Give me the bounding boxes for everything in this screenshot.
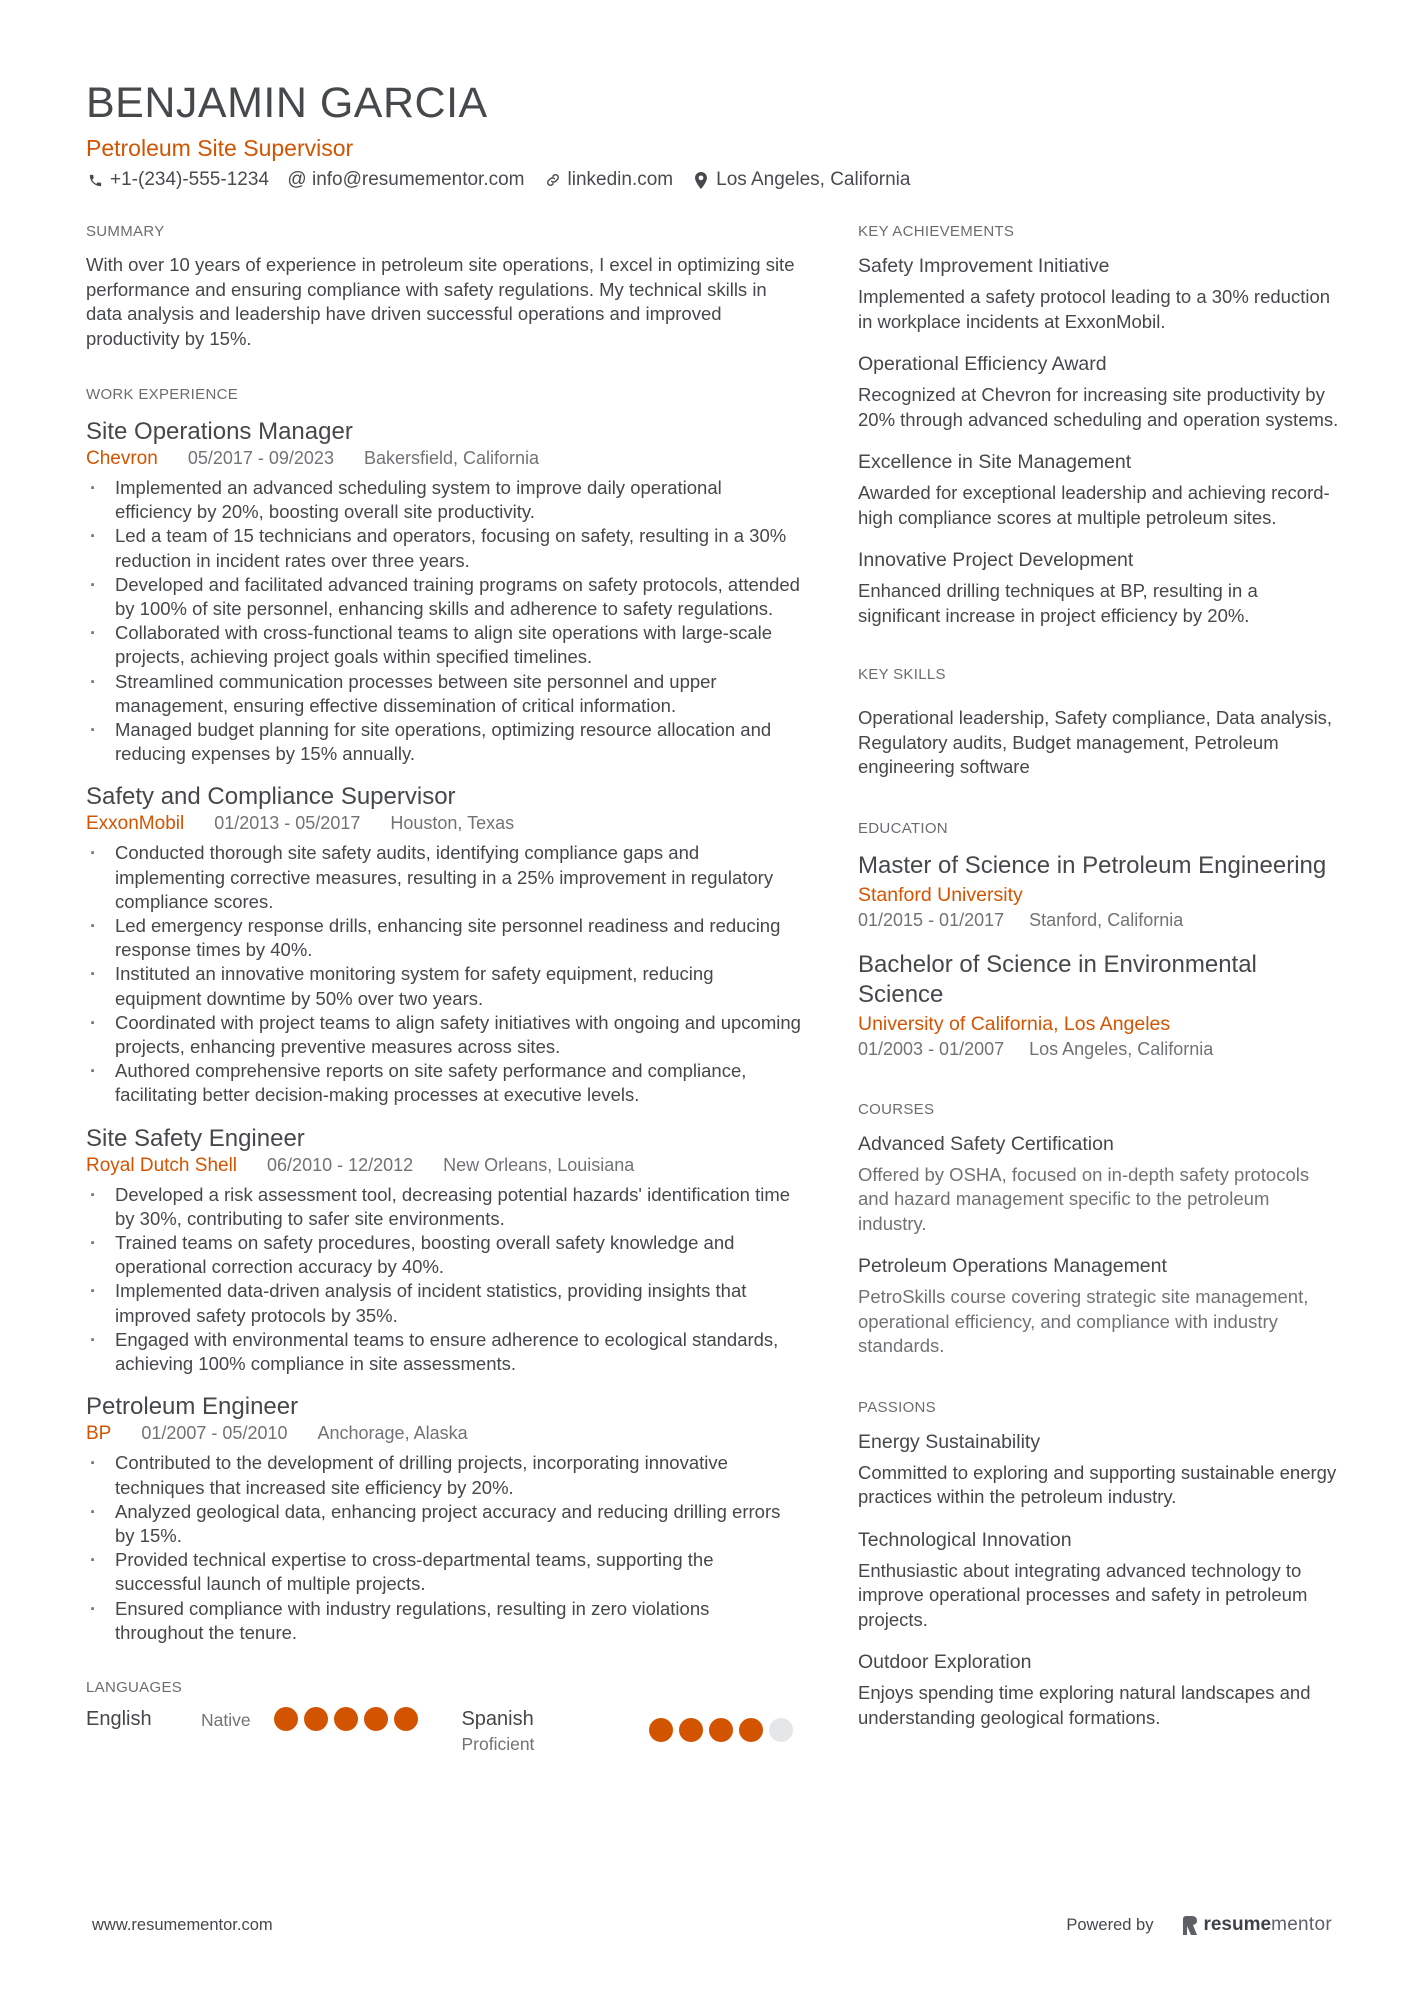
bullet-item: · Managed budget planning for site operations, optimizing resource allocation and reducing expenses by 15% annually. xyxy=(86,718,801,766)
section-heading: SUMMARY xyxy=(86,223,165,240)
candidate-name: BENJAMIN GARCIA xyxy=(86,79,488,127)
job-entry xyxy=(86,1392,801,1645)
contact-linkedin[interactable] xyxy=(544,167,674,193)
passion-title: Technological Innovation xyxy=(858,1528,1072,1551)
website-link[interactable]: www.resumementor.com xyxy=(92,1915,273,1934)
rating-dot-filled xyxy=(679,1718,703,1742)
course-item xyxy=(858,1254,1340,1359)
bullet-item: · Engaged with environmental teams to ensure adherence to ecological standards, achieving 100% compliance in site assessments. xyxy=(86,1328,801,1376)
passion-desc: Enjoys spending time exploring natural landscapes and understanding geological formations. xyxy=(858,1682,1311,1728)
bullet-item: · Trained teams on safety procedures, boosting overall safety knowledge and operational correction accuracy by 40%. xyxy=(86,1231,801,1279)
rating-dot-filled xyxy=(709,1718,733,1742)
location-pin-icon xyxy=(692,171,710,189)
company-name: Chevron xyxy=(86,448,158,469)
at-icon: @ xyxy=(287,169,307,190)
job-dates: 05/2017 - 09/2023 xyxy=(187,448,334,468)
school-name: Stanford University xyxy=(858,883,1023,906)
rating-dot-empty xyxy=(769,1718,793,1742)
education-location: Stanford, California xyxy=(1029,909,1184,930)
bullet-item: · Contributed to the development of drilling projects, incorporating innovative techniques that increased site efficiency by 20%. xyxy=(86,1451,801,1499)
job-list xyxy=(86,417,801,1645)
achievement-title: Operational Efficiency Award xyxy=(858,353,1107,375)
job-location: Bakersfield, California xyxy=(363,448,540,468)
bullet-item: · Instituted an innovative monitoring system for safety equipment, reducing equipment downtime by 50% over two years. xyxy=(86,962,801,1010)
rating-dot-filled xyxy=(649,1718,673,1742)
passions-section xyxy=(858,1398,1340,1731)
company-name: BP xyxy=(86,1423,112,1445)
summary-text: With over 10 years of experience in petroleum site operations, I excel in optimizing site performance and ensuring compliance with safety regulations. My technical skills in data analysis and leadership have driven successful operations and improved productivity by 15%. xyxy=(86,254,795,349)
achievement-desc: Awarded for exceptional leadership and achieving record-high compliance scores at multiple petroleum sites. xyxy=(858,482,1330,528)
achievement-title: Safety Improvement Initiative xyxy=(858,255,1110,277)
course-title: Advanced Safety Certification xyxy=(858,1132,1114,1155)
language-item xyxy=(86,1706,461,1732)
school-name: University of California, Los Angeles xyxy=(858,1012,1171,1035)
course-desc: Offered by OSHA, focused on in-depth safety protocols and hazard management specific to the petroleum industry. xyxy=(858,1163,1310,1234)
courses-section xyxy=(858,1100,1340,1359)
education-list xyxy=(858,851,1340,1061)
rating-dot-filled xyxy=(304,1707,328,1731)
section-heading: COURSES xyxy=(858,1100,935,1118)
work-experience-section xyxy=(86,385,801,1645)
link-icon xyxy=(544,171,562,189)
contact-bar xyxy=(86,167,1340,193)
section-heading: KEY SKILLS xyxy=(858,666,946,683)
resume-page xyxy=(86,78,1340,1754)
job-meta xyxy=(86,811,801,836)
section-heading: KEY ACHIEVEMENTS xyxy=(858,223,1015,240)
passion-title: Energy Sustainability xyxy=(858,1430,1041,1453)
job-dates: 01/2013 - 05/2017 xyxy=(214,813,361,834)
job-meta xyxy=(86,446,801,471)
language-name: English xyxy=(86,1707,152,1730)
footer xyxy=(92,1914,1332,1936)
course-list xyxy=(858,1132,1340,1359)
languages-section xyxy=(86,1678,801,1756)
language-name-block xyxy=(461,1706,649,1756)
contact-email[interactable] xyxy=(288,167,525,193)
passion-item xyxy=(858,1430,1340,1510)
achievement-item xyxy=(858,352,1340,432)
job-location: New Orleans, Louisiana xyxy=(443,1154,635,1175)
job-title: Site Operations Manager xyxy=(86,418,353,445)
powered-by xyxy=(1066,1914,1332,1936)
section-heading: PASSIONS xyxy=(858,1398,936,1416)
company-name: Royal Dutch Shell xyxy=(86,1154,238,1176)
education-dates: 01/2015 - 01/2017 xyxy=(858,909,1005,930)
achievement-item xyxy=(858,254,1340,334)
education-item xyxy=(858,851,1340,932)
job-entry xyxy=(86,782,801,1107)
bullet-item: · Developed and facilitated advanced training programs on safety protocols, attended by 100% of site personnel, enhancing skills and adherence to safety regulations. xyxy=(86,573,801,621)
rating-dot-filled xyxy=(739,1718,763,1742)
course-desc: PetroSkills course covering strategic site management, operational efficiency, and compliance with industry standards. xyxy=(858,1286,1309,1356)
key-achievements-section xyxy=(858,222,1340,628)
section-heading: WORK EXPERIENCE xyxy=(86,386,239,403)
achievement-list xyxy=(858,254,1340,628)
location-text: Los Angeles, California xyxy=(716,169,911,190)
email-text: info@resumementor.com xyxy=(311,169,525,190)
bullet-item: · Coordinated with project teams to align safety initiatives with ongoing and upcoming projects, enhancing preventive measures across sites. xyxy=(86,1011,801,1059)
achievement-desc: Recognized at Chevron for increasing site productivity by 20% through advanced scheduling and operation systems. xyxy=(858,384,1339,430)
job-location: Houston, Texas xyxy=(390,813,515,834)
contact-phone[interactable] xyxy=(86,167,269,193)
contact-location xyxy=(692,167,910,193)
education-dates: 01/2003 - 01/2007 xyxy=(858,1038,1005,1059)
company-name: ExxonMobil xyxy=(86,813,185,835)
bullet-item: · Streamlined communication processes between site personnel and upper management, ensuring effective dissemination of critical information. xyxy=(86,670,801,718)
job-meta xyxy=(86,1153,801,1178)
job-bullets xyxy=(86,476,801,766)
rating-dot-filled xyxy=(334,1707,358,1731)
job-meta xyxy=(86,1421,801,1446)
achievement-item xyxy=(858,450,1340,530)
phone-icon xyxy=(86,171,104,189)
summary-section xyxy=(86,222,801,351)
left-column xyxy=(86,222,801,1756)
job-title: Petroleum Engineer xyxy=(86,1393,299,1421)
job-bullets xyxy=(86,1183,801,1377)
resume-columns xyxy=(86,222,1340,1756)
achievement-desc: Enhanced drilling techniques at BP, resulting in a significant increase in project efficiency by 20%. xyxy=(858,580,1258,626)
job-title: Safety and Compliance Supervisor xyxy=(86,783,456,811)
course-title: Petroleum Operations Management xyxy=(858,1255,1167,1277)
bullet-item: · Analyzed geological data, enhancing project accuracy and reducing drilling errors by 15%. xyxy=(86,1500,801,1548)
job-bullets xyxy=(86,841,801,1107)
bullet-item: · Developed a risk assessment tool, decreasing potential hazards' identification time by 30%, contributing to safer site environments. xyxy=(86,1183,801,1231)
passion-list xyxy=(858,1430,1340,1731)
education-meta xyxy=(858,1037,1340,1061)
logo-text-bold: resume xyxy=(1203,1914,1272,1935)
bullet-item: · Ensured compliance with industry regulations, resulting in zero violations throughout the tenure. xyxy=(86,1597,801,1645)
bullet-item: · Provided technical expertise to cross-departmental teams, supporting the successful launch of multiple projects. xyxy=(86,1548,801,1596)
language-level: Native xyxy=(201,1709,251,1730)
achievement-title: Innovative Project Development xyxy=(858,549,1134,571)
bullet-item: · Conducted thorough site safety audits, identifying compliance gaps and implementing corrective measures, resulting in a 25% improvement in regulatory compliance scores. xyxy=(86,841,801,914)
education-section xyxy=(858,819,1340,1061)
powered-by-label: Powered by xyxy=(1066,1915,1154,1934)
bullet-item: · Implemented an advanced scheduling system to improve daily operational efficiency by 20%, boosting overall site productivity. xyxy=(86,476,801,524)
logo-text-light: mentor xyxy=(1271,1914,1332,1935)
candidate-title: Petroleum Site Supervisor xyxy=(86,135,354,161)
achievement-item xyxy=(858,548,1340,628)
job-entry xyxy=(86,417,801,766)
job-title: Site Safety Engineer xyxy=(86,1124,305,1152)
education-item xyxy=(858,950,1340,1061)
key-skills-section xyxy=(858,665,1340,780)
achievement-title: Excellence in Site Management xyxy=(858,451,1132,473)
passion-item xyxy=(858,1650,1340,1730)
logo-mark-icon xyxy=(1183,1916,1197,1935)
language-item xyxy=(461,1706,801,1756)
language-level: Proficient xyxy=(461,1733,535,1754)
linkedin-text: linkedin.com xyxy=(567,169,674,190)
education-meta xyxy=(858,908,1340,932)
phone-text: +1-(234)-555-1234 xyxy=(110,169,269,190)
job-location: Anchorage, Alaska xyxy=(317,1423,468,1444)
job-entry xyxy=(86,1124,801,1377)
education-location: Los Angeles, California xyxy=(1029,1038,1214,1059)
job-bullets xyxy=(86,1451,801,1645)
language-rating xyxy=(649,1718,799,1742)
bullet-item: · Led emergency response drills, enhancing site personnel readiness and reducing response times by 40%. xyxy=(86,914,801,962)
language-rating xyxy=(274,1707,424,1731)
achievement-desc: Implemented a safety protocol leading to a 30% reduction in workplace incidents at ExxonMobil. xyxy=(858,286,1331,332)
course-item xyxy=(858,1132,1340,1237)
job-dates: 01/2007 - 05/2010 xyxy=(141,1423,288,1444)
bullet-item: · Implemented data-driven analysis of incident statistics, providing insights that improved safety protocols by 35%. xyxy=(86,1279,801,1327)
passion-desc: Committed to exploring and supporting sustainable energy practices within the petroleum industry. xyxy=(858,1461,1337,1507)
rating-dot-filled xyxy=(394,1707,418,1731)
section-heading: EDUCATION xyxy=(858,819,948,837)
bullet-item: · Collaborated with cross-functional teams to align site operations with large-scale projects, achieving project goals within specified timelines. xyxy=(86,621,801,669)
passion-desc: Enthusiastic about integrating advanced technology to improve operational processes and safety in petroleum projects. xyxy=(858,1559,1308,1630)
language-name: Spanish xyxy=(461,1707,534,1730)
degree-title: Bachelor of Science in Environmental Science xyxy=(858,950,1257,1008)
degree-title: Master of Science in Petroleum Engineering xyxy=(858,851,1327,879)
resumementor-logo[interactable] xyxy=(1183,1914,1332,1936)
skills-text: Operational leadership, Safety compliance, Data analysis, Regulatory audits, Budget management, Petroleum engineering software xyxy=(858,707,1333,777)
passion-title: Outdoor Exploration xyxy=(858,1651,1032,1673)
right-column xyxy=(858,222,1340,1730)
job-dates: 06/2010 - 12/2012 xyxy=(267,1154,414,1175)
bullet-item: · Led a team of 15 technicians and operators, focusing on safety, resulting in a 30% reduction in incident rates over three years. xyxy=(86,524,801,572)
rating-dot-filled xyxy=(274,1707,298,1731)
bullet-item: · Authored comprehensive reports on site safety performance and compliance, facilitating better decision-making processes at executive levels. xyxy=(86,1059,801,1107)
language-list xyxy=(86,1706,801,1756)
section-heading: LANGUAGES xyxy=(86,1678,183,1696)
passion-item xyxy=(858,1528,1340,1633)
rating-dot-filled xyxy=(364,1707,388,1731)
